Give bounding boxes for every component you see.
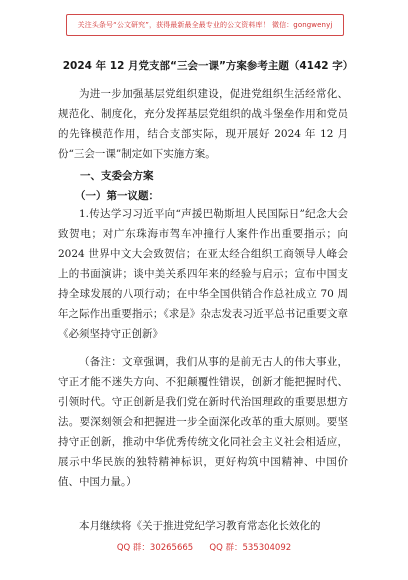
qq-group-footer: QQ 群：30265665 QQ 群：535304092: [116, 543, 292, 553]
subsection-heading-first-topic: （一）第一议题：: [75, 190, 159, 202]
section-heading-committee: 一、支委会方案: [80, 170, 154, 182]
note-paragraph: （备注：文章强调，我们从事的是前无古人的伟大事业，守正才能不迷失方向、不犯颠覆性错误，创新才能把握时代、引领时代。守正创新是我们党在新时代治国理政的重要思想方法。要深刻领会和把握进一步全面深化改革的重大原则。要坚持守正创新，推动中华优秀传统文化同社会主义社会相适应，展示中华民族的独特精神标识，更好构筑中国精神、中国价值、中国力量。）: [58, 356, 348, 488]
item-2-partial-paragraph: 本月继续将《关于推进党纪学习教育常态化长效化的: [79, 520, 321, 532]
promo-banner: [66, 14, 344, 36]
intro-paragraph: 为进一步加强基层党组织建设，促进党组织生活经常化、规范化、制度化，充分发挥基层党组织的战斗堡垒作用和党员的先锋模范作用，结合支部实际，现开展好 2024 年 12 月份“三会一课”制定如下实施方案。: [58, 88, 348, 160]
item-1-paragraph: 1.传达学习习近平向“声援巴勒斯坦人民国际日”纪念大会致贺电；对广东珠海市驾车冲撞行人案件作出重要指示；向 2024 世界中文大会致贺信；在亚太经合组织工商领导人峰会上的书面演讲；谈中美关系四年来的经验与启示；宣布中国支持全球发展的八项行动；在中华全国供销合作总社成立 70 周年之际作出重要指示；《求是》杂志发表习近平总书记重要文章《必须坚持守正创新》: [58, 208, 348, 340]
document-title: 2024 年 12 月党支部“三会一课”方案参考主题（4142 字）: [62, 60, 354, 72]
promo-banner-text: 关注头条号“公文研究”，获得最新最全最专业的公文资料库！ 微信：gongwenyj: [77, 21, 333, 29]
